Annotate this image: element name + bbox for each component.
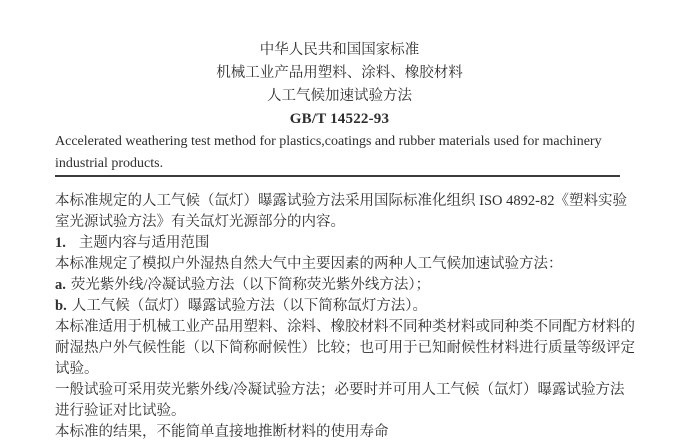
body-text: 本标准规定的人工气候（氙灯）曝露试验方法采用国际标准化组织 ISO 4892-82《塑料实验 [55, 193, 627, 209]
body-line [55, 212, 624, 233]
standard-code: GB/T 14522-93 [289, 111, 390, 127]
body-text: 荧光紫外线/冷凝试验方法（以下简称荧光紫外线方法）； [70, 277, 431, 293]
document-title-line-2: 人工气候加速试验方法 [267, 88, 412, 104]
body-text: 本标准规定了模拟户外湿热自然大气中主要因素的两种人工气候加速试验方法： [55, 256, 563, 272]
body-text: 耐湿热户外气候性能（以下简称耐候性）比较；也可用于已知耐候性材料进行质量等级评定 [55, 340, 635, 356]
body-line [55, 317, 635, 338]
body-text: 室光源试验方法》有关氙灯光源部分的内容。 [55, 214, 345, 230]
body-line [55, 359, 624, 380]
standard-authority-title: 中华人民共和国国家标准 [259, 42, 420, 58]
body-text: 人工气候（氙灯）曝露试验方法（以下简称氙灯方法）。 [71, 298, 427, 314]
body-line [55, 380, 624, 401]
body-line [55, 254, 624, 275]
body-line [55, 338, 635, 359]
body-text: 试验。 [55, 361, 99, 377]
english-title [55, 131, 624, 175]
body-line [55, 401, 624, 422]
body-line-clipped [55, 422, 624, 443]
body-line [55, 191, 627, 212]
body-text: 进行验证对比试验。 [55, 403, 186, 419]
list-item-b [55, 296, 624, 317]
list-marker: b. [55, 298, 67, 314]
document-body [55, 191, 635, 443]
document-header [55, 39, 624, 131]
body-text: 本标准的结果，不能简单直接地推断材料的使用寿命 [55, 424, 389, 440]
header-divider [55, 175, 620, 177]
body-text: 本标准适用于机械工业产品用塑料、涂料、橡胶材料不同种类材料或同种类不同配方材料的 [55, 319, 635, 335]
english-title-line-2: industrial products. [55, 156, 164, 171]
list-item-a [55, 275, 624, 296]
section-heading [55, 233, 624, 254]
section-number: 1. [55, 235, 66, 251]
list-marker: a. [55, 277, 66, 293]
section-title: 主题内容与适用范围 [78, 235, 210, 251]
english-title-line-1: Accelerated weathering test method for plastics,coatings and rubber materials used for machinery [55, 134, 602, 149]
body-text: 一般试验可采用荧光紫外线/冷凝试验方法；必要时并可用人工气候（氙灯）曝露试验方法 [55, 382, 625, 398]
document-title-line-1: 机械工业产品用塑料、涂料、橡胶材料 [216, 65, 463, 81]
